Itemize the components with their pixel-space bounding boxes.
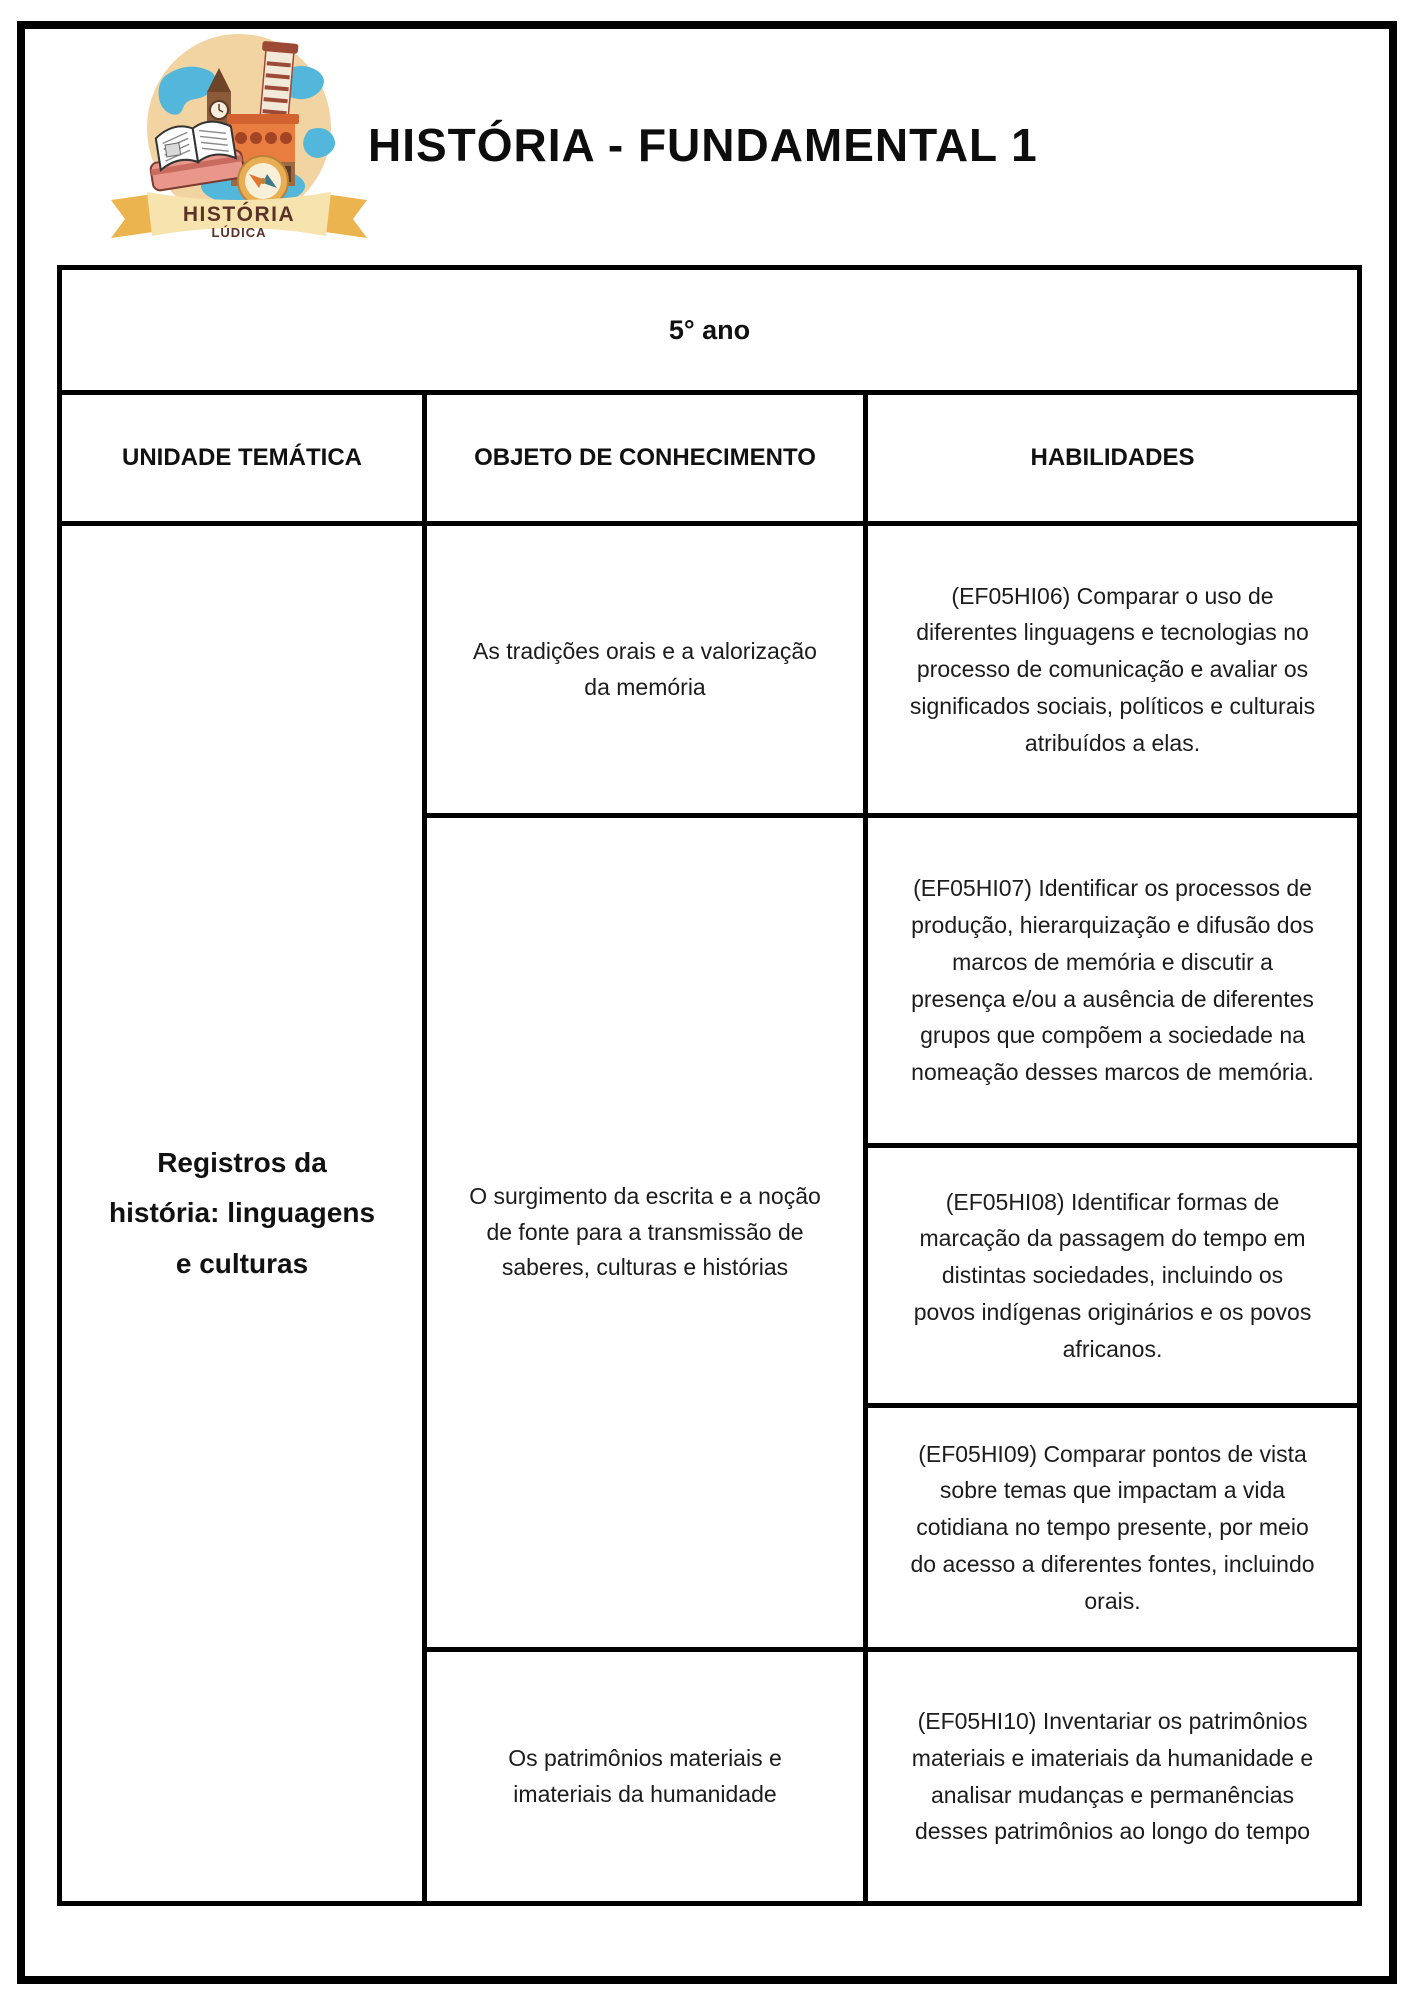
historia-ludica-logo bbox=[103, 28, 375, 246]
logo-banner-title: HISTÓRIA bbox=[182, 203, 296, 226]
grade-header-row bbox=[60, 268, 1360, 393]
document-header bbox=[0, 0, 1414, 250]
table-row bbox=[60, 524, 1360, 816]
curriculum-table bbox=[57, 265, 1362, 1906]
habilidade-cell-ef05hi09: (EF05HI09) Comparar pontos de vista sobre temas que impactam a vida cotidiana no tempo presente, por meio do acesso a diferentes fontes, incluindo orais. bbox=[866, 1406, 1360, 1650]
habilidade-cell-ef05hi08: (EF05HI08) Identificar formas de marcação da passagem do tempo em distintas sociedades, incluindo os povos indígenas originários e os povos africanos. bbox=[866, 1146, 1360, 1406]
objeto-cell-patrimonios: Os patrimônios materiais e imateriais da humanidade bbox=[425, 1650, 866, 1904]
column-header-objeto-conhecimento: OBJETO DE CONHECIMENTO bbox=[425, 393, 866, 524]
column-header-habilidades: HABILIDADES bbox=[866, 393, 1360, 524]
habilidade-cell-ef05hi10: (EF05HI10) Inventariar os patrimônios materiais e imateriais da humanidade e analisar mudanças e permanências desses patrimônios ao longo do tempo bbox=[866, 1650, 1360, 1904]
objeto-cell-surgimento-escrita: O surgimento da escrita e a noção de fonte para a transmissão de saberes, culturas e histórias bbox=[425, 816, 866, 1650]
unidade-tematica-cell: Registros da história: linguagens e culturas bbox=[60, 524, 425, 1904]
column-header-unidade-tematica: UNIDADE TEMÁTICA bbox=[60, 393, 425, 524]
logo-banner-subtitle: LÚDICA bbox=[211, 225, 267, 240]
page-title: HISTÓRIA - FUNDAMENTAL 1 bbox=[368, 119, 1038, 171]
habilidade-cell-ef05hi06: (EF05HI06) Comparar o uso de diferentes linguagens e tecnologias no processo de comunicação e avaliar os significados sociais, políticos e culturais atribuídos a elas. bbox=[866, 524, 1360, 816]
objeto-cell-tradicoes-orais: As tradições orais e a valorização da memória bbox=[425, 524, 866, 816]
column-header-row bbox=[60, 393, 1360, 524]
habilidade-cell-ef05hi07: (EF05HI07) Identificar os processos de produção, hierarquização e difusão dos marcos de memória e discutir a presença e/ou a ausência de diferentes grupos que compõem a sociedade na nomeação desses marcos de memória. bbox=[866, 816, 1360, 1146]
grade-header-cell: 5° ano bbox=[60, 268, 1360, 393]
